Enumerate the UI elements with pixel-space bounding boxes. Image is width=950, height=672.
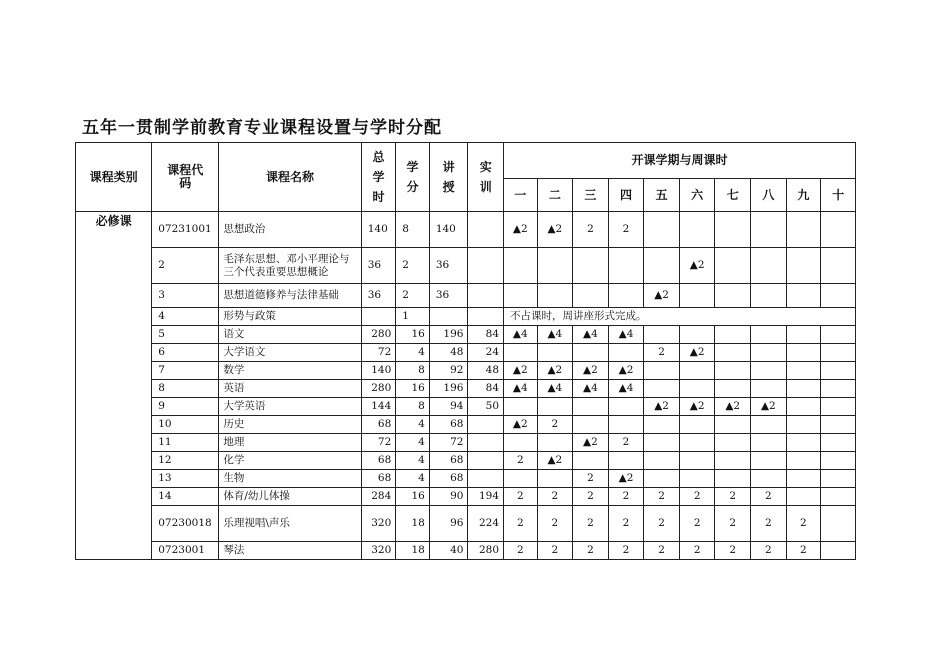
semester-hours: [504, 470, 538, 488]
practice-hours: [468, 416, 504, 434]
semester-hours: 2: [573, 470, 609, 488]
semester-hours: ▲2: [504, 362, 538, 380]
lecture-hours: 90: [429, 488, 468, 506]
practice-hours: 48: [468, 362, 504, 380]
semester-hours: [573, 452, 609, 470]
credits: 4: [396, 470, 430, 488]
semester-hours: [679, 452, 715, 470]
semester-hours: [644, 362, 680, 380]
semester-hours: 2: [679, 542, 715, 560]
semester-hours: [537, 248, 573, 284]
semester-hours: [821, 248, 856, 284]
course-name: 生物: [219, 470, 361, 488]
table-row: [76, 542, 856, 560]
semester-hours: [786, 398, 821, 416]
table-row: [76, 398, 856, 416]
semester-hours: ▲2: [679, 344, 715, 362]
credits: 2: [396, 248, 430, 284]
lecture-hours: 94: [429, 398, 468, 416]
credits: 18: [396, 506, 430, 542]
semester-hours: ▲2: [504, 212, 538, 248]
semester-hours: ▲2: [608, 470, 644, 488]
semester-hours: ▲2: [644, 284, 680, 308]
semester-hours: 2: [537, 416, 573, 434]
course-name: 语文: [219, 326, 361, 344]
semester-hours: [608, 284, 644, 308]
semester-hours: [573, 248, 609, 284]
semester-hours: 2: [644, 344, 680, 362]
semester-hours: 2: [537, 506, 573, 542]
course-name: 数学: [219, 362, 361, 380]
table-row: [76, 212, 856, 248]
practice-hours: 24: [468, 344, 504, 362]
semester-hours: ▲2: [504, 416, 538, 434]
semester-hours: 2: [504, 452, 538, 470]
total-hours: 36: [361, 248, 396, 284]
semester-hours: [821, 506, 856, 542]
course-code: 6: [152, 344, 219, 362]
category-cell: 必修课: [76, 212, 152, 560]
practice-hours: 194: [468, 488, 504, 506]
semester-hours: [786, 248, 821, 284]
semester-hours: 2: [504, 488, 538, 506]
course-name: 地理: [219, 434, 361, 452]
lecture-hours: 68: [429, 470, 468, 488]
course-name: 大学语文: [219, 344, 361, 362]
table-row: [76, 284, 856, 308]
header-semester-1: 一: [504, 179, 538, 212]
course-name: 思想政治: [219, 212, 361, 248]
semester-hours: 2: [715, 506, 751, 542]
credits: 16: [396, 488, 430, 506]
course-name: 英语: [219, 380, 361, 398]
header-semester-4: 四: [608, 179, 644, 212]
semester-hours: [786, 344, 821, 362]
semester-hours: 2: [504, 506, 538, 542]
header-semester-2: 二: [537, 179, 573, 212]
course-name: 毛泽东思想、邓小平理论与三个代表重要思想概论: [219, 248, 361, 284]
practice-hours: 224: [468, 506, 504, 542]
practice-hours: 50: [468, 398, 504, 416]
semester-hours: [715, 362, 751, 380]
course-name: 形势与政策: [219, 308, 361, 326]
course-code: 11: [152, 434, 219, 452]
total-hours: 68: [361, 416, 396, 434]
semester-hours: [504, 434, 538, 452]
semester-hours: ▲2: [644, 398, 680, 416]
course-code: 3: [152, 284, 219, 308]
semester-hours: ▲2: [537, 452, 573, 470]
credits: 16: [396, 326, 430, 344]
course-code: 12: [152, 452, 219, 470]
header-category: 课程类别: [76, 143, 152, 212]
total-hours: 284: [361, 488, 396, 506]
header-credits: 学分: [396, 143, 430, 212]
header-total-hours: 总学时: [361, 143, 396, 212]
semester-hours: [573, 284, 609, 308]
total-hours: 144: [361, 398, 396, 416]
semester-hours: 2: [608, 506, 644, 542]
semester-hours: [715, 212, 751, 248]
semester-hours: [821, 380, 856, 398]
course-code: 8: [152, 380, 219, 398]
table-row: [76, 308, 856, 326]
course-name: 乐理视唱\声乐: [219, 506, 361, 542]
header-semesters: 开课学期与周课时: [504, 143, 856, 179]
table-row: [76, 452, 856, 470]
table-row: [76, 362, 856, 380]
semester-hours: 2: [644, 488, 680, 506]
semester-hours: [786, 380, 821, 398]
semester-hours: ▲4: [608, 326, 644, 344]
header-semester-6: 六: [679, 179, 715, 212]
credits: 18: [396, 542, 430, 560]
semester-hours: [608, 398, 644, 416]
header-semester-8: 八: [751, 179, 787, 212]
semester-hours: 2: [608, 434, 644, 452]
semester-hours: ▲2: [573, 434, 609, 452]
course-name: 思想道德修养与法律基础: [219, 284, 361, 308]
course-code: 5: [152, 326, 219, 344]
semester-hours: [821, 362, 856, 380]
semester-hours: ▲2: [537, 212, 573, 248]
table-row: [76, 248, 856, 284]
semester-hours: [537, 344, 573, 362]
course-table: [75, 142, 856, 560]
course-name: 大学英语: [219, 398, 361, 416]
semester-hours: [504, 398, 538, 416]
lecture-hours: 68: [429, 452, 468, 470]
semester-hours: 2: [751, 488, 787, 506]
semester-hours: [644, 434, 680, 452]
table-row: [76, 344, 856, 362]
semester-hours: ▲4: [537, 380, 573, 398]
semester-hours: [751, 212, 787, 248]
semester-hours: [821, 398, 856, 416]
course-name: 琴法: [219, 542, 361, 560]
semester-hours: [821, 212, 856, 248]
total-hours: 280: [361, 326, 396, 344]
semester-hours: ▲4: [573, 380, 609, 398]
semester-hours: ▲4: [504, 326, 538, 344]
semester-hours: [751, 362, 787, 380]
semester-hours: [715, 434, 751, 452]
practice-hours: [468, 452, 504, 470]
semester-hours: [821, 470, 856, 488]
semester-hours: [608, 416, 644, 434]
semester-hours: [786, 212, 821, 248]
semester-hours: [751, 248, 787, 284]
course-code: 4: [152, 308, 219, 326]
semester-hours: [504, 344, 538, 362]
semester-hours: [644, 452, 680, 470]
total-hours: 36: [361, 284, 396, 308]
lecture-hours: [429, 308, 468, 326]
total-hours: 320: [361, 506, 396, 542]
semester-hours: [786, 470, 821, 488]
header-semester-9: 九: [786, 179, 821, 212]
practice-hours: [468, 470, 504, 488]
semester-hours: [821, 542, 856, 560]
lecture-hours: 140: [429, 212, 468, 248]
semester-hours: [751, 452, 787, 470]
credits: 4: [396, 416, 430, 434]
page-title: 五年一贯制学前教育专业课程设置与学时分配: [82, 118, 442, 138]
semester-hours: ▲4: [537, 326, 573, 344]
semester-hours: [537, 284, 573, 308]
lecture-hours: 36: [429, 248, 468, 284]
header-code: 课程代码: [152, 143, 219, 212]
semester-hours: [679, 434, 715, 452]
semester-hours: [537, 398, 573, 416]
semester-hours: [679, 284, 715, 308]
total-hours: 72: [361, 434, 396, 452]
practice-hours: 84: [468, 380, 504, 398]
semester-hours: [715, 470, 751, 488]
semester-hours: 2: [573, 212, 609, 248]
semester-hours: [821, 344, 856, 362]
credits: 4: [396, 344, 430, 362]
semester-hours: ▲2: [679, 248, 715, 284]
semester-hours: [786, 326, 821, 344]
practice-hours: [468, 248, 504, 284]
course-code: 0723001: [152, 542, 219, 560]
header-semester-5: 五: [644, 179, 680, 212]
semester-hours: [679, 416, 715, 434]
header-lecture: 讲授: [429, 143, 468, 212]
table-row: [76, 380, 856, 398]
semester-hours: 2: [573, 542, 609, 560]
semester-hours: 2: [751, 506, 787, 542]
semester-hours: [821, 326, 856, 344]
lecture-hours: 36: [429, 284, 468, 308]
semester-hours: 2: [715, 542, 751, 560]
table-row: [76, 326, 856, 344]
total-hours: 140: [361, 212, 396, 248]
table-row: [76, 488, 856, 506]
semester-hours: [715, 452, 751, 470]
semester-hours: [644, 380, 680, 398]
lecture-hours: 48: [429, 344, 468, 362]
semester-hours: 2: [608, 488, 644, 506]
semester-hours: [608, 248, 644, 284]
semester-hours: [751, 416, 787, 434]
course-name: 化学: [219, 452, 361, 470]
semester-hours: 2: [786, 506, 821, 542]
lecture-hours: 40: [429, 542, 468, 560]
semester-hours: [786, 362, 821, 380]
header-semester-10: 十: [821, 179, 856, 212]
course-code: 2: [152, 248, 219, 284]
semester-hours: ▲2: [715, 398, 751, 416]
semester-hours: [821, 284, 856, 308]
semester-hours: [537, 434, 573, 452]
course-code: 7: [152, 362, 219, 380]
semester-hours: [573, 344, 609, 362]
semester-hours: [786, 416, 821, 434]
total-hours: 72: [361, 344, 396, 362]
semester-hours: 2: [573, 488, 609, 506]
header-practice: 实训: [468, 143, 504, 212]
semester-hours: [821, 488, 856, 506]
semester-hours: [679, 326, 715, 344]
course-code: 07231001: [152, 212, 219, 248]
practice-hours: [468, 284, 504, 308]
course-code: 14: [152, 488, 219, 506]
semester-hours: [786, 434, 821, 452]
practice-hours: [468, 434, 504, 452]
course-code: 13: [152, 470, 219, 488]
credits: 4: [396, 434, 430, 452]
semester-hours: ▲4: [608, 380, 644, 398]
semester-hours: [679, 362, 715, 380]
practice-hours: 280: [468, 542, 504, 560]
course-code: 10: [152, 416, 219, 434]
semester-hours: 2: [573, 506, 609, 542]
semester-hours: [608, 344, 644, 362]
semester-hours: ▲4: [573, 326, 609, 344]
header-semester-3: 三: [573, 179, 609, 212]
semester-hours: ▲2: [751, 398, 787, 416]
lecture-hours: 196: [429, 380, 468, 398]
semester-hours: [644, 470, 680, 488]
practice-hours: [468, 212, 504, 248]
semester-hours: [644, 212, 680, 248]
semester-hours: 2: [679, 506, 715, 542]
header-name: 课程名称: [219, 143, 361, 212]
semester-hours: [608, 452, 644, 470]
lecture-hours: 72: [429, 434, 468, 452]
semester-hours: [715, 344, 751, 362]
credits: 2: [396, 284, 430, 308]
semester-hours: 2: [679, 488, 715, 506]
semester-hours: [644, 416, 680, 434]
total-hours: 320: [361, 542, 396, 560]
semester-hours: [715, 416, 751, 434]
total-hours: 280: [361, 380, 396, 398]
semester-hours: [644, 248, 680, 284]
semester-hours: [715, 284, 751, 308]
semester-hours: [644, 326, 680, 344]
course-name: 体育/幼儿体操: [219, 488, 361, 506]
credits: 8: [396, 362, 430, 380]
course-code: 9: [152, 398, 219, 416]
semester-hours: 2: [644, 506, 680, 542]
lecture-hours: 96: [429, 506, 468, 542]
semester-hours: [821, 452, 856, 470]
semester-hours: [786, 488, 821, 506]
semester-hours: ▲2: [573, 362, 609, 380]
semester-hours: [504, 284, 538, 308]
total-hours: 68: [361, 452, 396, 470]
semester-hours: [751, 326, 787, 344]
credits: 8: [396, 398, 430, 416]
table-body: [76, 212, 856, 560]
semester-hours: [751, 434, 787, 452]
table-row: [76, 470, 856, 488]
lecture-hours: 92: [429, 362, 468, 380]
semester-hours: 2: [537, 542, 573, 560]
semester-hours: 2: [504, 542, 538, 560]
credits: 8: [396, 212, 430, 248]
semester-hours: [573, 398, 609, 416]
credits: 1: [396, 308, 430, 326]
semester-hours: 2: [715, 488, 751, 506]
semester-hours: [504, 248, 538, 284]
semester-hours: [751, 284, 787, 308]
semester-hours: ▲2: [608, 362, 644, 380]
semester-hours: [715, 380, 751, 398]
semester-hours: [821, 434, 856, 452]
total-hours: 140: [361, 362, 396, 380]
semester-hours: 2: [644, 542, 680, 560]
semester-hours: [751, 380, 787, 398]
semester-hours: [786, 284, 821, 308]
semester-hours: ▲2: [537, 362, 573, 380]
table-row: [76, 434, 856, 452]
course-name: 历史: [219, 416, 361, 434]
semester-hours: [537, 470, 573, 488]
table-row: [76, 416, 856, 434]
semester-hours: [679, 212, 715, 248]
semester-note: 不占课时，周讲座形式完成。: [504, 308, 856, 326]
total-hours: [361, 308, 396, 326]
semester-hours: [679, 380, 715, 398]
semester-hours: 2: [537, 488, 573, 506]
lecture-hours: 68: [429, 416, 468, 434]
course-code: 07230018: [152, 506, 219, 542]
practice-hours: 84: [468, 326, 504, 344]
semester-hours: [751, 470, 787, 488]
credits: 16: [396, 380, 430, 398]
total-hours: 68: [361, 470, 396, 488]
semester-hours: [715, 248, 751, 284]
semester-hours: 2: [608, 212, 644, 248]
semester-hours: ▲2: [679, 398, 715, 416]
semester-hours: [786, 452, 821, 470]
semester-hours: 2: [786, 542, 821, 560]
semester-hours: [821, 416, 856, 434]
semester-hours: 2: [608, 542, 644, 560]
practice-hours: [468, 308, 504, 326]
lecture-hours: 196: [429, 326, 468, 344]
semester-hours: [751, 344, 787, 362]
semester-hours: [715, 326, 751, 344]
semester-hours: ▲4: [504, 380, 538, 398]
semester-hours: [573, 416, 609, 434]
semester-hours: 2: [751, 542, 787, 560]
semester-hours: [679, 470, 715, 488]
credits: 4: [396, 452, 430, 470]
table-row: [76, 506, 856, 542]
header-semester-7: 七: [715, 179, 751, 212]
